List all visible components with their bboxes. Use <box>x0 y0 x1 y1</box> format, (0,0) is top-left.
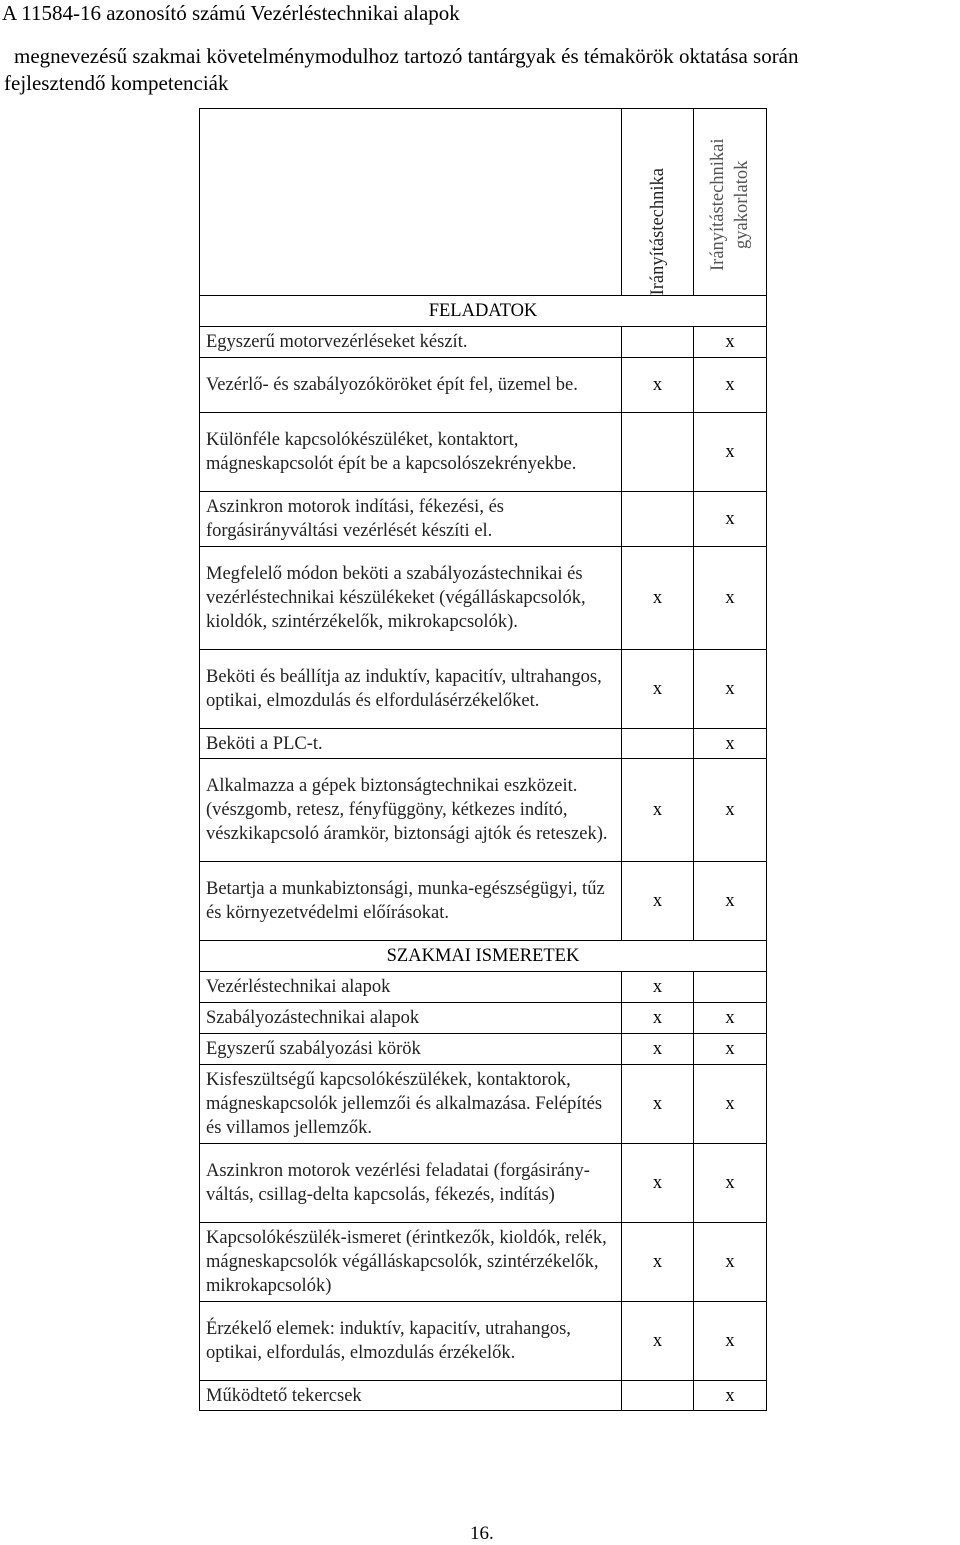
table-row <box>200 547 767 650</box>
mark-column-b: x <box>694 358 767 413</box>
mark-column-b: x <box>694 650 767 729</box>
task-text: Egyszerű motorvezérléseket készít. <box>200 327 622 358</box>
document-title: A 11584-16 azonosító számú Vezérléstechnikai alapok <box>2 1 460 25</box>
table-row <box>200 1065 767 1144</box>
mark-column-b: x <box>694 1223 767 1302</box>
mark-column-a <box>622 1381 694 1411</box>
task-text: Egyszerű szabályozási körök <box>200 1034 622 1065</box>
mark-column-a <box>622 327 694 358</box>
table-row <box>200 862 767 941</box>
mark-column-a: x <box>622 972 694 1003</box>
mark-column-a: x <box>622 1223 694 1302</box>
task-text: Vezérléstechnikai alapok <box>200 972 622 1003</box>
task-text: Különféle kapcsolókészüléket, kontaktort, mágneskapcsolót épít be a kapcsolószekrényekbe. <box>200 413 622 492</box>
mark-column-b: x <box>694 1381 767 1411</box>
mark-column-b: x <box>694 492 767 547</box>
mark-column-b: x <box>694 759 767 862</box>
mark-column-b: x <box>694 729 767 759</box>
section-title: FELADATOK <box>200 296 767 327</box>
table-row <box>200 759 767 862</box>
task-text: Beköti és beállítja az induktív, kapacitív, ultrahangos, optikai, elmozdulás és elfordulásérzékelőket. <box>200 650 622 729</box>
task-text: Kisfeszültségű kapcsolókészülékek, kontaktorok, mágneskapcsolók jellemzői és alkalmazása. Felépítés és villamos jellemzők. <box>200 1065 622 1144</box>
task-text: Szabályozástechnikai alapok <box>200 1003 622 1034</box>
table-header-row <box>200 109 767 296</box>
task-text: Működtető tekercsek <box>200 1381 622 1411</box>
header-col-a <box>622 109 694 296</box>
mark-column-b: x <box>694 1302 767 1381</box>
task-text: Beköti a PLC-t. <box>200 729 622 759</box>
table-row <box>200 327 767 358</box>
mark-column-a: x <box>622 862 694 941</box>
mark-column-b: x <box>694 413 767 492</box>
competency-table <box>199 108 767 1411</box>
task-text: Érzékelő elemek: induktív, kapacitív, utrahangos, optikai, elfordulás, elmozdulás érzékelők. <box>200 1302 622 1381</box>
task-text: Alkalmazza a gépek biztonságtechnikai eszközeit. (vészgomb, retesz, fényfüggöny, kétkezes indító, vészkikapcsoló áramkör, biztonsági ajtók és reteszek). <box>200 759 622 862</box>
table-row <box>200 413 767 492</box>
mark-column-b <box>694 972 767 1003</box>
table-row <box>200 1302 767 1381</box>
mark-column-a <box>622 413 694 492</box>
task-text: Vezérlő- és szabályozóköröket épít fel, üzemel be. <box>200 358 622 413</box>
table-row <box>200 1381 767 1411</box>
task-text: Megfelelő módon beköti a szabályozástechnikai és vezérléstechnikai készülékeket (végálláskapcsolók, kioldók, szintérzékelők, mikrokapcsolók). <box>200 547 622 650</box>
mark-column-a: x <box>622 1034 694 1065</box>
mark-column-a: x <box>622 1065 694 1144</box>
mark-column-b: x <box>694 1003 767 1034</box>
mark-column-a: x <box>622 650 694 729</box>
document-subtitle: megnevezésű szakmai követelménymodulhoz tartozó tantárgyak és témakörök oktatása során <box>14 44 799 68</box>
table-row <box>200 492 767 547</box>
mark-column-b: x <box>694 1034 767 1065</box>
table-row <box>200 972 767 1003</box>
header-col-b <box>694 109 767 296</box>
page-number: 16. <box>470 1523 494 1544</box>
task-text: Betartja a munkabiztonsági, munka-egészségügyi, tűz és környezetvédelmi előírásokat. <box>200 862 622 941</box>
table-row <box>200 1223 767 1302</box>
header-empty-cell <box>200 109 622 296</box>
column-b-label: Irányítástechnikai gyakorlatok <box>708 138 752 272</box>
mark-column-b: x <box>694 547 767 650</box>
task-text: Aszinkron motorok indítási, fékezési, és forgásirányváltási vezérlését készíti el. <box>200 492 622 547</box>
task-text: Kapcsolókészülék-ismeret (érintkezők, kioldók, relék, mágneskapcsolók végálláskapcsolók, szintérzékelők, mikrokapcsolók) <box>200 1223 622 1302</box>
mark-column-b: x <box>694 327 767 358</box>
document-subtitle-cont: fejlesztendő kompetenciák <box>4 71 229 95</box>
mark-column-a: x <box>622 1144 694 1223</box>
mark-column-a: x <box>622 1003 694 1034</box>
mark-column-a: x <box>622 1302 694 1381</box>
mark-column-a <box>622 492 694 547</box>
mark-column-a: x <box>622 547 694 650</box>
table-row <box>200 650 767 729</box>
mark-column-a <box>622 729 694 759</box>
table-row <box>200 1144 767 1223</box>
table-row <box>200 358 767 413</box>
mark-column-a: x <box>622 358 694 413</box>
section-header-row <box>200 296 767 327</box>
mark-column-b: x <box>694 1144 767 1223</box>
section-header-row <box>200 941 767 972</box>
section-title: SZAKMAI ISMERETEK <box>200 941 767 972</box>
table-row <box>200 729 767 759</box>
table-row <box>200 1003 767 1034</box>
mark-column-b: x <box>694 1065 767 1144</box>
task-text: Aszinkron motorok vezérlési feladatai (forgásirány-váltás, csillag-delta kapcsolás, fékezés, indítás) <box>200 1144 622 1223</box>
mark-column-b: x <box>694 862 767 941</box>
table-row <box>200 1034 767 1065</box>
mark-column-a: x <box>622 759 694 862</box>
column-a-label: Irányítástechnika <box>647 167 668 295</box>
